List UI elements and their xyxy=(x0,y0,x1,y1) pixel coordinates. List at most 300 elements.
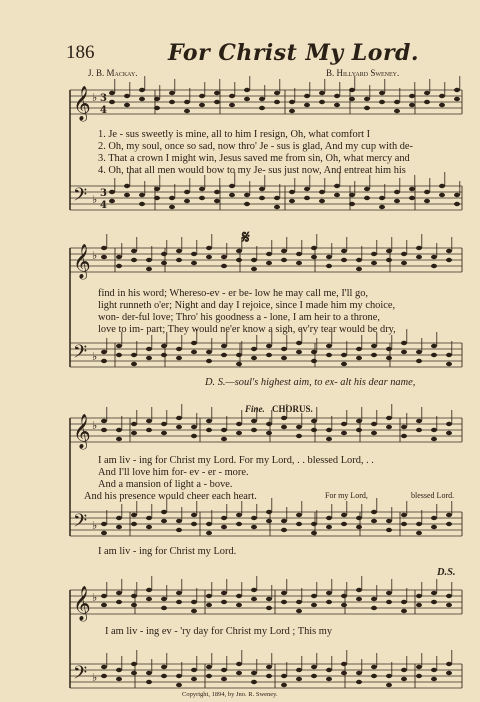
notehead xyxy=(319,100,325,104)
notehead xyxy=(281,528,287,532)
chorus-verse-2: And I'll love him for- ev - er - more. xyxy=(98,467,249,478)
notehead xyxy=(401,350,407,354)
notehead xyxy=(304,103,310,107)
svg-text:𝄢: 𝄢 xyxy=(73,663,88,688)
notehead xyxy=(416,359,422,363)
notehead xyxy=(341,594,347,598)
notehead xyxy=(296,600,302,604)
hymn-title: For Christ My Lord. xyxy=(168,40,420,66)
notehead xyxy=(221,428,227,432)
notehead xyxy=(364,187,370,191)
notehead xyxy=(446,353,452,357)
segno-sign: 𝄋 xyxy=(242,227,250,247)
notehead xyxy=(146,516,152,520)
notehead xyxy=(356,347,362,351)
notehead xyxy=(251,680,257,684)
notehead xyxy=(334,193,340,197)
notehead xyxy=(394,190,400,194)
notehead xyxy=(446,522,452,526)
notehead xyxy=(281,416,287,420)
notehead xyxy=(251,428,257,432)
notehead xyxy=(116,264,122,268)
notehead xyxy=(401,677,407,681)
notehead xyxy=(214,199,220,203)
notehead xyxy=(176,674,182,678)
notehead xyxy=(311,350,317,354)
svg-text:4: 4 xyxy=(100,200,107,211)
notehead xyxy=(326,600,332,604)
notehead xyxy=(341,513,347,517)
copyright-notice: Copyright, 1894, by Jno. R. Sweney. xyxy=(182,691,278,698)
notehead xyxy=(161,606,167,610)
lyricist-credit: J. B. Mackay. xyxy=(88,68,138,78)
notehead xyxy=(281,519,287,523)
svg-text:𝄢: 𝄢 xyxy=(73,511,88,536)
notehead xyxy=(229,193,235,197)
notehead xyxy=(206,428,212,432)
notehead xyxy=(251,525,257,529)
notehead xyxy=(101,350,107,354)
notehead xyxy=(176,683,182,687)
svg-text:𝄢: 𝄢 xyxy=(73,342,88,367)
notehead xyxy=(191,261,197,265)
notehead xyxy=(266,252,272,256)
notehead xyxy=(446,258,452,262)
notehead xyxy=(356,597,362,601)
notehead xyxy=(379,91,385,95)
notehead xyxy=(446,431,452,435)
notehead xyxy=(259,97,265,101)
notehead xyxy=(101,594,107,598)
notehead xyxy=(446,594,452,598)
notehead xyxy=(319,199,325,203)
notehead xyxy=(116,668,122,672)
notehead xyxy=(296,677,302,681)
notehead xyxy=(199,196,205,200)
notehead xyxy=(371,344,377,348)
notehead xyxy=(206,359,212,363)
notehead xyxy=(146,347,152,351)
notehead xyxy=(199,103,205,107)
notehead xyxy=(431,591,437,595)
notehead xyxy=(364,106,370,110)
notehead xyxy=(326,353,332,357)
notehead xyxy=(289,100,295,104)
notehead xyxy=(424,91,430,95)
notehead xyxy=(131,422,137,426)
bass-lyric-line: I am liv - ing for Christ my Lord. xyxy=(98,546,237,557)
notehead xyxy=(101,255,107,259)
notehead xyxy=(131,522,137,526)
notehead xyxy=(266,431,272,435)
system4-lyric: I am liv - ing ev - 'ry day for Christ my Lord ; This my xyxy=(105,626,333,637)
notehead xyxy=(341,249,347,253)
notehead xyxy=(296,434,302,438)
ds-lyric-text: D. S.—soul's highest aim, to ex- alt his dear name, xyxy=(205,377,416,388)
notehead xyxy=(341,353,347,357)
svg-text:3: 3 xyxy=(100,188,107,199)
notehead xyxy=(334,184,340,188)
notehead xyxy=(296,609,302,613)
notehead xyxy=(176,347,182,351)
notehead xyxy=(116,437,122,441)
notehead xyxy=(221,353,227,357)
notehead xyxy=(401,341,407,345)
notehead xyxy=(416,674,422,678)
ds-lyric-line xyxy=(205,378,415,388)
notehead xyxy=(371,422,377,426)
notehead xyxy=(281,425,287,429)
notehead xyxy=(101,428,107,432)
notehead xyxy=(416,255,422,259)
notehead xyxy=(416,531,422,535)
svg-text:𝄞: 𝄞 xyxy=(73,244,91,279)
notehead xyxy=(161,422,167,426)
notehead xyxy=(154,187,160,191)
notehead xyxy=(236,353,242,357)
notehead xyxy=(326,516,332,520)
notehead xyxy=(161,252,167,256)
notehead xyxy=(281,674,287,678)
notehead xyxy=(236,513,242,517)
notehead xyxy=(184,190,190,194)
notehead xyxy=(274,91,280,95)
notehead xyxy=(251,516,257,520)
notehead xyxy=(386,683,392,687)
notehead xyxy=(146,356,152,360)
notehead xyxy=(206,674,212,678)
svg-text:𝄞: 𝄞 xyxy=(73,414,91,449)
notehead xyxy=(386,356,392,360)
notehead xyxy=(251,671,257,675)
notehead xyxy=(101,419,107,423)
notehead xyxy=(371,510,377,514)
notehead xyxy=(124,103,130,107)
notehead xyxy=(386,528,392,532)
notehead xyxy=(251,588,257,592)
notehead xyxy=(296,350,302,354)
notehead xyxy=(214,100,220,104)
notehead xyxy=(446,603,452,607)
notehead xyxy=(311,255,317,259)
notehead xyxy=(124,193,130,197)
bass-cue-left: For my Lord, xyxy=(325,491,368,500)
notehead xyxy=(371,519,377,523)
notehead xyxy=(259,196,265,200)
verse-2-line-2: light runneth o'er; Night and day I rejoice, since I made him my choice, xyxy=(98,300,396,311)
notehead xyxy=(131,258,137,262)
notehead xyxy=(221,677,227,681)
verse-2-line-1: 2. Oh, my soul, once so sad, now thro' Je - sus is glad, And my cup with de- xyxy=(98,141,414,152)
composer-credit: B. Hillyard Sweney. xyxy=(326,68,400,78)
notehead xyxy=(199,94,205,98)
notehead xyxy=(236,594,242,598)
notehead xyxy=(311,603,317,607)
verse-1-line-1: 1. Je - sus sweetly is mine, all to him I resign, Oh, what comfort I xyxy=(98,129,371,140)
notehead xyxy=(101,531,107,535)
notehead xyxy=(236,249,242,253)
notehead xyxy=(394,100,400,104)
notehead xyxy=(364,97,370,101)
notehead xyxy=(244,193,250,197)
notehead xyxy=(266,353,272,357)
notehead xyxy=(116,344,122,348)
notehead xyxy=(281,356,287,360)
notehead xyxy=(184,100,190,104)
notehead xyxy=(379,205,385,209)
notehead xyxy=(146,258,152,262)
notehead xyxy=(251,258,257,262)
notehead xyxy=(296,522,302,526)
notehead xyxy=(251,347,257,351)
notehead xyxy=(416,603,422,607)
notehead xyxy=(146,680,152,684)
notehead xyxy=(431,344,437,348)
notehead xyxy=(349,88,355,92)
svg-text:𝄢: 𝄢 xyxy=(73,185,88,210)
notehead xyxy=(431,428,437,432)
notehead xyxy=(206,522,212,526)
notehead xyxy=(109,91,115,95)
notehead xyxy=(379,100,385,104)
notehead xyxy=(161,344,167,348)
notehead xyxy=(326,264,332,268)
notehead xyxy=(281,591,287,595)
notehead xyxy=(416,665,422,669)
notehead xyxy=(266,510,272,514)
notehead xyxy=(124,184,130,188)
notehead xyxy=(356,516,362,520)
svg-text:♭: ♭ xyxy=(92,591,98,604)
notehead xyxy=(169,100,175,104)
notehead xyxy=(371,597,377,601)
notehead xyxy=(409,196,415,200)
notehead xyxy=(206,531,212,535)
ds-mark: D.S. xyxy=(437,567,456,578)
notehead xyxy=(146,671,152,675)
notehead xyxy=(311,594,317,598)
notehead xyxy=(386,347,392,351)
notehead xyxy=(394,199,400,203)
notehead xyxy=(191,668,197,672)
notehead xyxy=(386,519,392,523)
notehead xyxy=(154,106,160,110)
notehead xyxy=(326,525,332,529)
svg-text:♭: ♭ xyxy=(92,419,98,432)
notehead xyxy=(221,437,227,441)
notehead xyxy=(356,258,362,262)
notehead xyxy=(439,184,445,188)
notehead xyxy=(401,600,407,604)
notehead xyxy=(266,261,272,265)
notehead xyxy=(431,437,437,441)
notehead xyxy=(401,513,407,517)
notehead xyxy=(161,597,167,601)
notehead xyxy=(439,193,445,197)
notehead xyxy=(229,94,235,98)
notehead xyxy=(296,341,302,345)
notehead xyxy=(334,103,340,107)
notehead xyxy=(401,252,407,256)
notehead xyxy=(401,425,407,429)
notehead xyxy=(409,103,415,107)
notehead xyxy=(266,519,272,523)
notehead xyxy=(439,94,445,98)
notehead xyxy=(176,528,182,532)
notehead xyxy=(176,249,182,253)
notehead xyxy=(446,513,452,517)
notehead xyxy=(154,97,160,101)
notehead xyxy=(101,603,107,607)
notehead xyxy=(244,88,250,92)
notehead xyxy=(296,252,302,256)
notehead xyxy=(266,422,272,426)
notehead xyxy=(274,205,280,209)
notehead xyxy=(274,196,280,200)
notehead xyxy=(349,193,355,197)
notehead xyxy=(116,353,122,357)
notehead xyxy=(311,419,317,423)
notehead xyxy=(184,109,190,113)
notehead xyxy=(364,196,370,200)
notehead xyxy=(116,591,122,595)
notehead xyxy=(386,591,392,595)
notehead xyxy=(311,674,317,678)
notehead xyxy=(169,91,175,95)
svg-text:3: 3 xyxy=(100,93,107,104)
notehead xyxy=(169,205,175,209)
notehead xyxy=(124,94,130,98)
notehead xyxy=(161,674,167,678)
notehead xyxy=(251,597,257,601)
notehead xyxy=(401,261,407,265)
notehead xyxy=(326,668,332,672)
notehead xyxy=(296,261,302,265)
fine-mark: Fine. xyxy=(245,404,265,414)
notehead xyxy=(289,109,295,113)
notehead xyxy=(304,187,310,191)
notehead xyxy=(206,603,212,607)
notehead xyxy=(356,267,362,271)
notehead xyxy=(416,419,422,423)
notehead xyxy=(431,353,437,357)
notehead xyxy=(341,431,347,435)
notehead xyxy=(296,513,302,517)
notehead xyxy=(356,525,362,529)
notehead xyxy=(101,246,107,250)
verse-4-line-2: love to im- part; They would ne'er know a sigh, ev'ry tear would be dry, xyxy=(98,324,396,335)
notehead xyxy=(304,196,310,200)
notehead xyxy=(326,437,332,441)
notehead xyxy=(176,356,182,360)
notehead xyxy=(454,193,460,197)
notehead xyxy=(386,416,392,420)
notehead xyxy=(454,88,460,92)
notehead xyxy=(356,588,362,592)
notehead xyxy=(206,246,212,250)
notehead xyxy=(334,94,340,98)
notehead xyxy=(191,350,197,354)
notehead xyxy=(176,258,182,262)
notehead xyxy=(319,190,325,194)
notehead xyxy=(191,513,197,517)
notehead xyxy=(221,516,227,520)
svg-text:♭: ♭ xyxy=(92,193,98,206)
notehead xyxy=(131,249,137,253)
svg-text:𝄞: 𝄞 xyxy=(73,586,91,621)
notehead xyxy=(401,609,407,613)
notehead xyxy=(236,431,242,435)
notehead xyxy=(431,668,437,672)
notehead xyxy=(116,525,122,529)
notehead xyxy=(281,258,287,262)
notehead xyxy=(176,591,182,595)
notehead xyxy=(281,600,287,604)
notehead xyxy=(266,597,272,601)
notehead xyxy=(386,600,392,604)
notehead xyxy=(326,591,332,595)
notehead xyxy=(311,359,317,363)
notehead xyxy=(161,353,167,357)
notehead xyxy=(139,88,145,92)
notehead xyxy=(176,519,182,523)
notehead xyxy=(221,255,227,259)
notehead xyxy=(446,422,452,426)
notehead xyxy=(236,522,242,526)
notehead xyxy=(431,600,437,604)
notehead xyxy=(199,187,205,191)
notehead xyxy=(371,252,377,256)
chorus-verse-3: And a mansion of light a - bove. xyxy=(98,479,233,490)
notehead xyxy=(446,249,452,253)
chorus-verse-4: And his presence would cheer each heart. xyxy=(84,491,257,502)
notehead xyxy=(161,261,167,265)
notehead xyxy=(424,100,430,104)
notehead xyxy=(176,600,182,604)
notehead xyxy=(116,516,122,520)
notehead xyxy=(109,100,115,104)
notehead xyxy=(394,109,400,113)
notehead xyxy=(326,255,332,259)
notehead xyxy=(214,91,220,95)
notehead xyxy=(154,196,160,200)
notehead xyxy=(221,591,227,595)
notehead xyxy=(236,422,242,426)
notehead xyxy=(176,416,182,420)
notehead xyxy=(341,662,347,666)
notehead xyxy=(229,184,235,188)
notehead xyxy=(116,428,122,432)
notehead xyxy=(319,91,325,95)
notehead xyxy=(401,668,407,672)
notehead xyxy=(266,665,272,669)
notehead xyxy=(101,665,107,669)
notehead xyxy=(206,350,212,354)
notehead xyxy=(146,588,152,592)
notehead xyxy=(191,341,197,345)
notehead xyxy=(259,187,265,191)
svg-text:𝄞: 𝄞 xyxy=(73,86,91,121)
notehead xyxy=(266,674,272,678)
notehead xyxy=(221,525,227,529)
notehead xyxy=(191,425,197,429)
notehead xyxy=(356,356,362,360)
notehead xyxy=(236,362,242,366)
notehead xyxy=(386,258,392,262)
verse-3-line-1: 3. That a crown I might win, Jesus saved me from sin, Oh, what mercy and xyxy=(98,153,410,164)
chorus-line-1: I am liv - ing for Christ my Lord. For my Lord, . . blessed Lord, . . xyxy=(98,455,374,466)
notehead xyxy=(356,680,362,684)
